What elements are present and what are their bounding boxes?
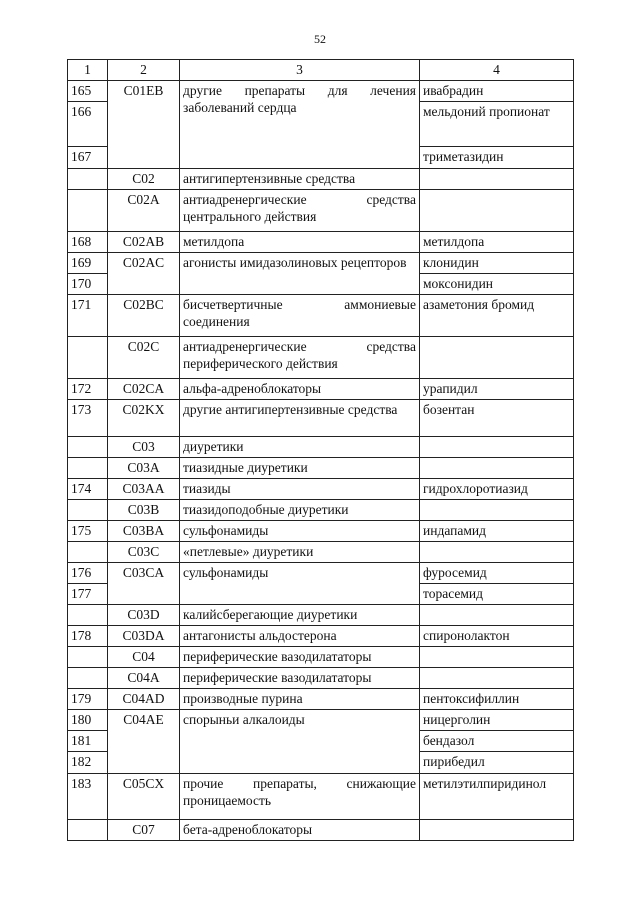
drug-name-cell: клонидин [420, 253, 574, 274]
drug-name-cell [420, 437, 574, 458]
atc-code-cell: C05CX [108, 774, 180, 820]
table-row [68, 710, 574, 731]
header-col-1: 1 [68, 60, 108, 81]
drug-name-cell: триметазидин [420, 147, 574, 169]
drug-name-cell: бендазол [420, 731, 574, 752]
drug-name-cell: торасемид [420, 584, 574, 605]
drug-name-cell [420, 605, 574, 626]
description-cell: другие препараты для лечения заболеваний сердца [180, 81, 420, 169]
row-number-cell: 174 [68, 479, 108, 500]
row-number-cell: 172 [68, 379, 108, 400]
description-cell: периферические вазодилататоры [180, 647, 420, 668]
drug-name-cell [420, 647, 574, 668]
atc-code-cell: C02KX [108, 400, 180, 437]
drug-name-cell [420, 337, 574, 379]
row-number-cell: 182 [68, 752, 108, 774]
drug-name-cell: ницерголин [420, 710, 574, 731]
table-row [68, 689, 574, 710]
row-number-cell: 175 [68, 521, 108, 542]
table-row [68, 295, 574, 337]
description-cell: «петлевые» диуретики [180, 542, 420, 563]
table-row [68, 437, 574, 458]
atc-code-cell: C04 [108, 647, 180, 668]
row-number-cell: 168 [68, 232, 108, 253]
header-col-3: 3 [180, 60, 420, 81]
row-number-cell [68, 169, 108, 190]
drug-name-cell [420, 190, 574, 232]
table-row [68, 668, 574, 689]
atc-code-cell: C03AA [108, 479, 180, 500]
row-number-cell [68, 605, 108, 626]
atc-code-cell: C03 [108, 437, 180, 458]
description-cell: антагонисты альдостерона [180, 626, 420, 647]
atc-code-cell: C02C [108, 337, 180, 379]
table-header-row [68, 60, 574, 81]
row-number-cell: 180 [68, 710, 108, 731]
atc-code-cell: C02CA [108, 379, 180, 400]
row-number-cell [68, 190, 108, 232]
drug-name-cell [420, 542, 574, 563]
atc-code-cell: C02 [108, 169, 180, 190]
row-number-cell [68, 542, 108, 563]
description-cell: диуретики [180, 437, 420, 458]
table-row [68, 81, 574, 102]
header-col-4: 4 [420, 60, 574, 81]
atc-code-cell: C03CA [108, 563, 180, 605]
drug-name-cell: азаметония бромид [420, 295, 574, 337]
drug-name-cell [420, 500, 574, 521]
row-number-cell [68, 437, 108, 458]
description-cell: другие антигипертензивные средства [180, 400, 420, 437]
description-cell: периферические вазодилататоры [180, 668, 420, 689]
row-number-cell: 181 [68, 731, 108, 752]
table-row [68, 647, 574, 668]
description-cell: бисчетвертичные аммониевые соединения [180, 295, 420, 337]
drug-name-cell: метилэтилпиридинол [420, 774, 574, 820]
atc-code-cell: C04AD [108, 689, 180, 710]
drug-name-cell [420, 668, 574, 689]
table-row [68, 232, 574, 253]
atc-code-cell: C03A [108, 458, 180, 479]
table-row [68, 563, 574, 584]
drug-name-cell: урапидил [420, 379, 574, 400]
drug-name-cell: индапамид [420, 521, 574, 542]
row-number-cell [68, 500, 108, 521]
table-row [68, 820, 574, 841]
atc-code-cell: C02BC [108, 295, 180, 337]
row-number-cell [68, 820, 108, 841]
drug-name-cell: пентоксифиллин [420, 689, 574, 710]
drug-classification-table [67, 59, 574, 841]
page-number: 52 [314, 32, 326, 46]
description-cell: антиадренергические средства центрального действия [180, 190, 420, 232]
drug-name-cell [420, 169, 574, 190]
row-number-cell [68, 647, 108, 668]
atc-code-cell: C02AB [108, 232, 180, 253]
drug-name-cell: пирибедил [420, 752, 574, 774]
table-row [68, 253, 574, 274]
description-cell: калийсберегающие диуретики [180, 605, 420, 626]
table-row [68, 774, 574, 820]
description-cell: тиазиды [180, 479, 420, 500]
atc-code-cell: C03B [108, 500, 180, 521]
row-number-cell: 166 [68, 102, 108, 147]
table-row [68, 337, 574, 379]
row-number-cell: 171 [68, 295, 108, 337]
description-cell: производные пурина [180, 689, 420, 710]
row-number-cell: 169 [68, 253, 108, 274]
description-cell: спорыньи алкалоиды [180, 710, 420, 774]
description-cell: бета-адреноблокаторы [180, 820, 420, 841]
drug-name-cell [420, 820, 574, 841]
table-row [68, 190, 574, 232]
table-row [68, 605, 574, 626]
atc-code-cell: C02A [108, 190, 180, 232]
row-number-cell [68, 668, 108, 689]
drug-name-cell [420, 458, 574, 479]
row-number-cell: 167 [68, 147, 108, 169]
description-cell: сульфонамиды [180, 563, 420, 605]
description-cell: тиазидные диуретики [180, 458, 420, 479]
atc-code-cell: C01EB [108, 81, 180, 169]
table-row [68, 458, 574, 479]
row-number-cell: 176 [68, 563, 108, 584]
table-row [68, 379, 574, 400]
drug-name-cell: спиронолактон [420, 626, 574, 647]
atc-code-cell: C03C [108, 542, 180, 563]
atc-code-cell: C04AE [108, 710, 180, 774]
header-col-2: 2 [108, 60, 180, 81]
row-number-cell [68, 337, 108, 379]
atc-code-cell: C03DA [108, 626, 180, 647]
drug-name-cell: фуросемид [420, 563, 574, 584]
row-number-cell: 179 [68, 689, 108, 710]
atc-code-cell: C03BA [108, 521, 180, 542]
row-number-cell: 173 [68, 400, 108, 437]
table-row [68, 542, 574, 563]
row-number-cell: 165 [68, 81, 108, 102]
atc-code-cell: C04A [108, 668, 180, 689]
drug-name-cell: бозентан [420, 400, 574, 437]
row-number-cell: 178 [68, 626, 108, 647]
drug-name-cell: моксонидин [420, 274, 574, 295]
table-row [68, 479, 574, 500]
drug-name-cell: гидрохлоротиазид [420, 479, 574, 500]
table-row [68, 400, 574, 437]
atc-code-cell: C07 [108, 820, 180, 841]
description-cell: агонисты имидазолиновых рецепторов [180, 253, 420, 295]
description-cell: альфа-адреноблокаторы [180, 379, 420, 400]
table-row [68, 521, 574, 542]
description-cell: антигипертензивные средства [180, 169, 420, 190]
description-cell: прочие препараты, снижающие проницаемость [180, 774, 420, 820]
drug-name-cell: метилдопа [420, 232, 574, 253]
description-cell: тиазидоподобные диуретики [180, 500, 420, 521]
description-cell: сульфонамиды [180, 521, 420, 542]
table-row [68, 626, 574, 647]
row-number-cell: 177 [68, 584, 108, 605]
description-cell: антиадренергические средства периферического действия [180, 337, 420, 379]
row-number-cell [68, 458, 108, 479]
atc-code-cell: C03D [108, 605, 180, 626]
row-number-cell: 183 [68, 774, 108, 820]
drug-name-cell: ивабрадин [420, 81, 574, 102]
drug-name-cell: мельдоний пропионат [420, 102, 574, 147]
table-row [68, 169, 574, 190]
description-cell: метилдопа [180, 232, 420, 253]
atc-code-cell: C02AC [108, 253, 180, 295]
table-row [68, 500, 574, 521]
row-number-cell: 170 [68, 274, 108, 295]
